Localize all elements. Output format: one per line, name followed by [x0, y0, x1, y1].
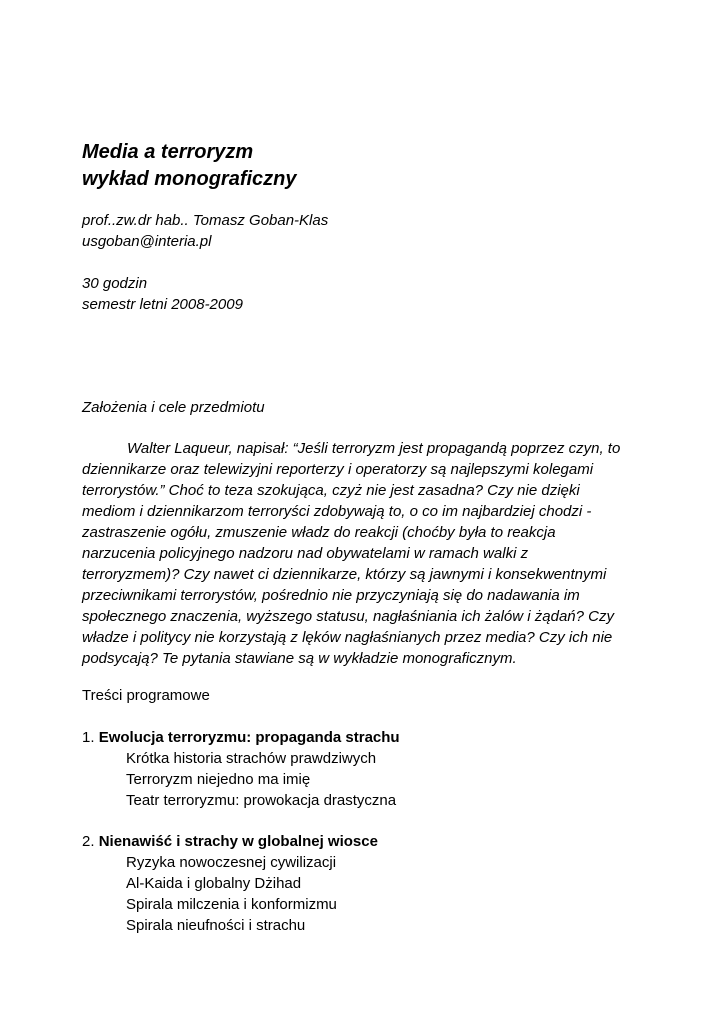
topic-title: Ewolucja terroryzmu: propaganda strachu — [98, 729, 400, 746]
goals-heading: Założenia i cele przedmiotu — [82, 399, 265, 416]
paragraph-line: zastraszenie ogółu, zmuszenie władz do reakcji (choćby była to reakcja — [82, 524, 556, 541]
author-name: prof..zw.dr hab.. Tomasz Goban-Klas — [82, 212, 329, 229]
program-topic-1 — [82, 727, 400, 811]
topic-subitem: Ryzyka nowoczesnej cywilizacji — [126, 854, 337, 871]
topic-subitem: Spirala milczenia i konformizmu — [126, 896, 337, 913]
topic-number: 2. — [82, 833, 95, 850]
paragraph-line: terrorystów.” Choć to teza szokująca, czyż nie jest zasadna? Czy nie dzięki — [82, 482, 580, 499]
paragraph-line: podsycają? Te pytania stawiane są w wykładzie monograficznym. — [82, 650, 517, 667]
topic-subitem: Terroryzm niejedno ma imię — [126, 771, 311, 788]
topic-subitem: Teatr terroryzmu: prowokacja drastyczna — [126, 792, 397, 809]
program-topic-2 — [82, 831, 378, 936]
paragraph-line: dziennikarze oraz telewizyjni reporterzy i operatorzy są najlepszymi kolegami — [82, 461, 594, 478]
paragraph-line: narzucenia policyjnego nadzoru nad obywatelami w ramach walki z — [82, 545, 529, 562]
document-title — [82, 139, 297, 193]
topic-subitem: Krótka historia strachów prawdziwych — [126, 750, 377, 767]
topic-title: Nienawiść i strachy w globalnej wiosce — [98, 833, 378, 850]
paragraph-line: mediom i dziennikarzom terroryści zdobywają to, o co im najbardziej chodzi - — [82, 503, 592, 520]
author-info — [82, 210, 328, 252]
paragraph-line: przeciwnikami terrorystów, pośrednio nie przyczyniają się do nadawania im — [82, 587, 580, 604]
author-email: usgoban@interia.pl — [82, 233, 212, 250]
course-hours: 30 godzin — [82, 275, 148, 292]
paragraph-line: społecznego znaczenia, wyższego statusu, nagłaśniania ich żalów i żądań? Czy — [82, 608, 614, 625]
title-line-1: Media a terroryzm — [82, 141, 254, 163]
topic-number: 1. — [82, 729, 95, 746]
topic-heading — [82, 727, 400, 748]
program-heading: Treści programowe — [82, 687, 210, 704]
paragraph-line: Walter Laqueur, napisał: “Jeśli terroryzm jest propagandą poprzez czyn, to — [127, 440, 621, 457]
topic-subitem: Al-Kaida i globalny Dżihad — [126, 875, 302, 892]
paragraph-line: władze i politycy nie korzystają z lęków nagłaśnianych przez media? Czy ich nie — [82, 629, 613, 646]
paragraph-line: terroryzmem)? Czy nawet ci dziennikarze, którzy są jawnymi i konsekwentnymi — [82, 566, 607, 583]
course-semester: semestr letni 2008-2009 — [82, 296, 243, 313]
title-line-2: wykład monograficzny — [82, 168, 297, 190]
topic-heading — [82, 831, 378, 852]
goals-paragraph — [82, 438, 662, 669]
course-info — [82, 273, 243, 315]
topic-subitem: Spirala nieufności i strachu — [126, 917, 306, 934]
